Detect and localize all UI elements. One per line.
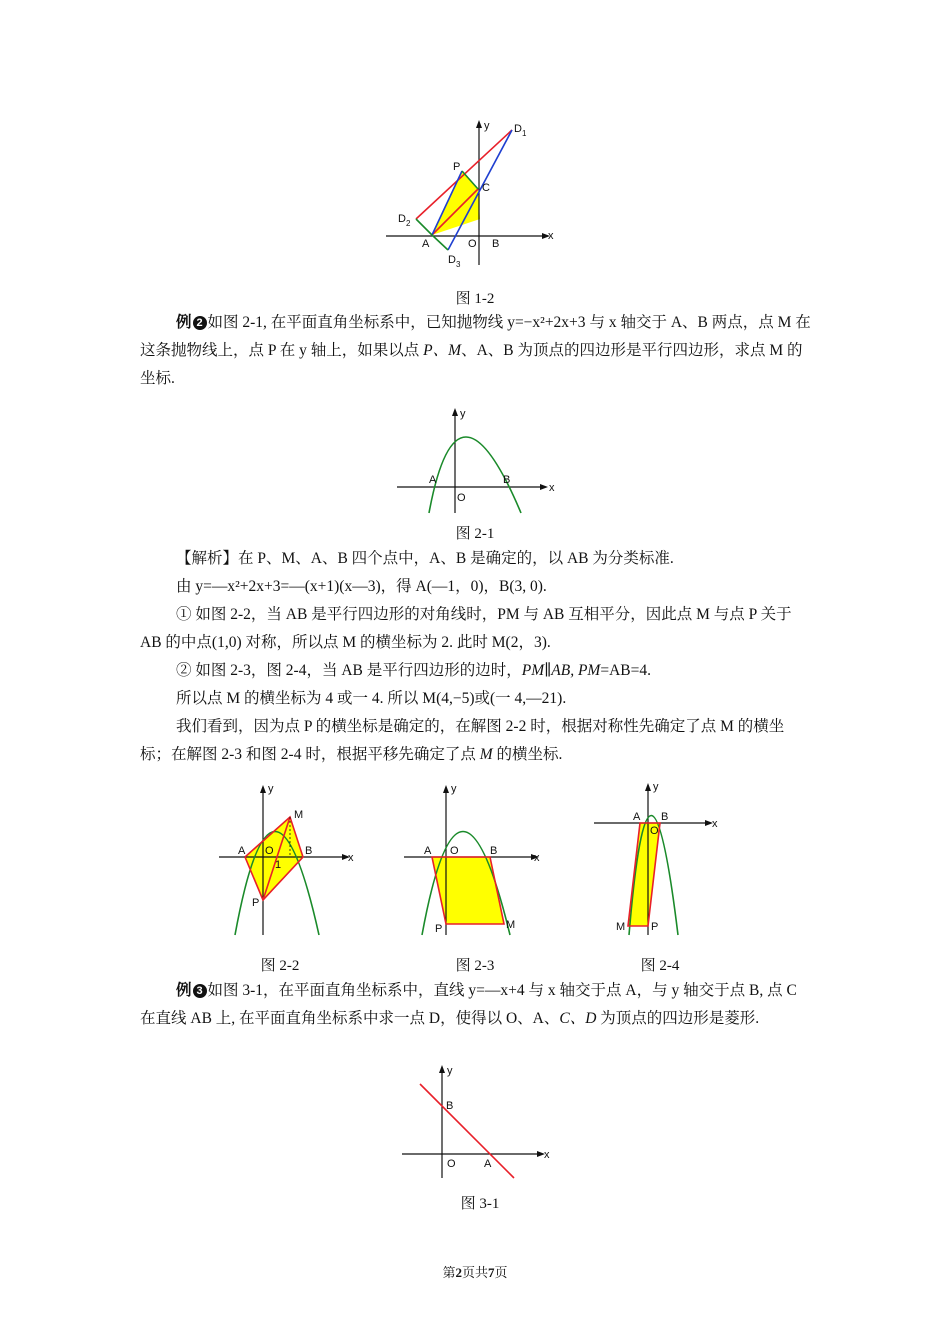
page-footer [0, 1262, 950, 1281]
figure-2-4 [590, 780, 725, 940]
footer-prefix: 第 [442, 1265, 456, 1280]
point-label-c: C [482, 182, 490, 194]
axis-label-y: y [447, 1065, 453, 1077]
point-label-p: P [453, 161, 461, 173]
axis-label-y: y [653, 781, 659, 793]
axis-label-x: x [549, 482, 555, 494]
caption-fig-2-2: 图 2-2 [260, 958, 300, 974]
line-d2-a [416, 219, 432, 235]
figure-1-2 [380, 115, 560, 275]
example-2-text-3: 、A、B 为顶点的四边形是平行四边形，求点 M 的坐标. [140, 342, 803, 387]
point-label-o: O [468, 238, 477, 250]
point-label-d1: D [514, 123, 522, 135]
point-label-p: P [651, 921, 659, 933]
parallelogram-abmp-fill [432, 857, 504, 924]
line-a-d3 [432, 235, 448, 250]
analysis-case-2 [140, 657, 812, 685]
point-label-a: A [484, 1158, 492, 1170]
point-label-a: A [424, 845, 432, 857]
point-label-a: A [429, 474, 437, 486]
example-3-text-1: 如图 3-1，在平面直角坐标系中，直线 y=—x+4 与 x 轴交于点 A，与 y 轴交于点 B, 点 C 在直线 AB 上, 在平面直角坐标系中求一点 D，使得以 O、A、 [140, 982, 797, 1027]
example-2-text-1: 如图 2-1, 在平面直角坐标系中，已知抛物线 [207, 314, 508, 331]
example-3-number-badge: 3 [193, 984, 207, 998]
axis-label-x: x [712, 818, 718, 830]
analysis-case-2-end: =AB=4. [600, 662, 651, 679]
footer-suffix: 页 [494, 1265, 508, 1280]
analysis-line-5: 所以点 M 的横坐标为 4 或一 4. 所以 M(4,−5)或(一 4,—21). [176, 690, 567, 707]
point-label-m: M [616, 921, 626, 933]
point-label-m: M [506, 919, 516, 931]
analysis-section [140, 545, 812, 769]
caption-fig-2-4: 图 2-4 [640, 958, 680, 974]
figure-2-2 [215, 780, 360, 940]
analysis-summary [140, 713, 812, 769]
point-label-o: O [457, 492, 466, 504]
analysis-case-2-vars: PM∥AB, PM [521, 662, 601, 679]
example-2-vars: P、M [423, 342, 462, 359]
caption-fig-3-1: 图 3-1 [460, 1196, 500, 1212]
point-label-d3: D [448, 254, 456, 266]
example-3-vars: C、D [559, 1010, 597, 1027]
example-2-number-badge: 2 [193, 316, 207, 330]
example-2-text-2: 与 x 轴交于 A、B 两点，点 M 在这条抛物线上，点 P 在 y 轴上，如果以点 [140, 314, 811, 359]
point-label-b: B [503, 474, 511, 486]
analysis-summary-end: 的横坐标. [492, 746, 563, 763]
example-2-paragraph [140, 309, 812, 393]
point-label-d2: D [398, 213, 406, 225]
point-label-d3-sub: 3 [456, 260, 461, 269]
footer-total-pages: 7 [488, 1265, 495, 1280]
analysis-case-2-text: ② 如图 2-3，图 2-4，当 AB 是平行四边形的边时， [176, 662, 522, 679]
point-label-p: P [435, 923, 443, 935]
point-label-a: A [422, 238, 430, 250]
analysis-summary-var: M [479, 746, 493, 763]
point-label-p: P [252, 897, 260, 909]
example-3-label: 例 [176, 982, 192, 999]
example-3-text-2: 为顶点的四边形是菱形. [596, 1010, 760, 1027]
point-label-a: A [238, 845, 246, 857]
analysis-summary-text: 我们看到，因为点 P 的横坐标是确定的，在解图 2-2 时，根据对称性先确定了点 M 的横坐标；在解图 2-3 和图 2-4 时，根据平移先确定了点 [140, 718, 785, 763]
example-2-equation: y=−x²+2x+3 [507, 314, 586, 331]
example-2-label: 例 [176, 314, 192, 331]
analysis-line-2: 由 y=—x²+2x+3=—(x+1)(x—3)，得 A(—1，0)，B(3, 0). [176, 578, 547, 595]
axis-label-y: y [268, 783, 274, 795]
parallelogram-abpm-fill [628, 823, 660, 926]
caption-fig-2-1: 图 2-1 [455, 526, 495, 542]
analysis-case-1: ① 如图 2-2，当 AB 是平行四边形的对角线时，PM 与 AB 互相平分，因此点 M 与点 P 关于 AB 的中点(1,0) 对称，所以点 M 的横坐标为 2. 此时 M(2，3). [140, 606, 792, 651]
axis-label-x: x [548, 230, 554, 242]
footer-middle: 页共 [461, 1265, 488, 1280]
point-label-b: B [305, 845, 313, 857]
point-label-midpoint: 1 [275, 859, 282, 871]
point-label-b: B [490, 845, 498, 857]
point-label-o: O [650, 825, 659, 837]
point-label-o: O [447, 1158, 456, 1170]
point-label-a: A [633, 811, 641, 823]
footer-page-number: 2 [455, 1265, 462, 1280]
figure-2-3 [400, 780, 545, 940]
axis-label-y: y [484, 120, 490, 132]
axis-label-y: y [460, 408, 466, 420]
point-label-b: B [446, 1100, 454, 1112]
caption-fig-1-2: 图 1-2 [455, 291, 495, 307]
axis-label-y: y [451, 783, 457, 795]
point-label-d1-sub: 1 [522, 129, 527, 138]
axis-label-x: x [534, 852, 540, 864]
figure-3-1 [398, 1062, 558, 1184]
example-3-paragraph [140, 977, 812, 1033]
axis-label-x: x [544, 1149, 550, 1161]
point-label-o: O [265, 845, 274, 857]
point-label-d2-sub: 2 [406, 219, 411, 228]
axis-label-x: x [348, 852, 354, 864]
figure-2-1 [395, 405, 560, 515]
caption-fig-2-3: 图 2-3 [455, 958, 495, 974]
point-label-b: B [492, 238, 500, 250]
analysis-line-1: 【解析】在 P、M、A、B 四个点中，A、B 是确定的，以 AB 为分类标准. [176, 550, 674, 567]
line-ab [420, 1084, 514, 1178]
point-label-m: M [294, 809, 304, 821]
point-label-o: O [450, 845, 459, 857]
point-label-b: B [661, 811, 669, 823]
